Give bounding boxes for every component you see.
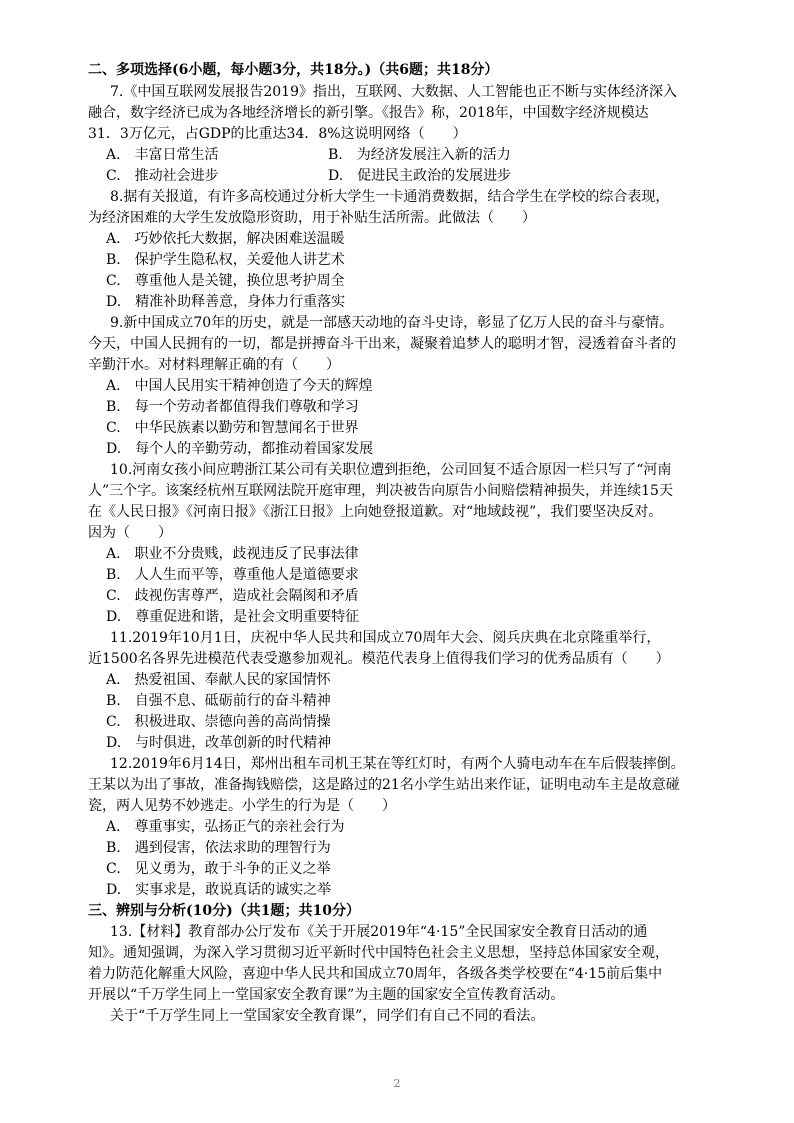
- section-heading-multiple-choice: 二、多项选择(6小题，每小题3分，共18分。)（共6题；共18分）: [88, 62, 499, 78]
- question-11-option-b: B. 自强不息、砥砺前行的奋斗精神: [106, 693, 331, 709]
- question-11-option-c: C. 积极进取、崇德向善的高尚情操: [106, 714, 331, 730]
- question-7-option-a: A. 丰富日常生活: [106, 147, 219, 163]
- question-12-option-a: A. 尊重事实，弘扬正气的亲社会行为: [106, 819, 345, 835]
- question-7-line-1: 7.《中国互联网发展报告2019》指出，互联网、大数据、人工智能也正不断与实体经济深入: [110, 84, 677, 100]
- question-13-line-3: 着力防范化解重大风险，喜迎中华人民共和国成立70周年，各级各类学校要在“4·15前后集中: [88, 966, 663, 982]
- question-8-option-c: C. 尊重他人是关键，换位思考护周全: [106, 273, 345, 289]
- question-12-option-b: B. 遇到侵害，依法求助的理智行为: [106, 840, 331, 856]
- question-10-line-4: 因为（ ）: [88, 525, 172, 541]
- question-9-option-a: A. 中国人民用实干精神创造了今天的辉煌: [106, 378, 373, 394]
- question-13-follow-up: 关于“千万学生同上一堂国家安全教育课”，同学们有自己不同的看法。: [110, 1008, 545, 1024]
- question-10-line-2: 人”三个字。该案经杭州互联网法院开庭审理，判决被告向原告小间赔偿精神损失，并连续15天: [88, 483, 673, 499]
- question-10-line-3: 在《人民日报》《河南日报》《浙江日报》上向她登报道歉。对“地域歧视”，我们要坚决反对。: [88, 504, 663, 520]
- question-11-line-1: 11.2019年10月1日，庆祝中华人民共和国成立70周年大会、阅兵庆典在北京隆重举行，: [110, 630, 661, 646]
- question-9-line-3: 辛勤汗水。对材料理解正确的有（ ）: [88, 357, 340, 373]
- question-12-line-2: 王某以为出了事故，准备掏钱赔偿，这是路过的21名小学生站出来作证，证明电动车主是故意碰: [88, 777, 680, 793]
- question-9-option-b: B. 每一个劳动者都值得我们尊敬和学习: [106, 399, 359, 415]
- question-10-line-1: 10.河南女孩小间应聘浙江某公司有关职位遭到拒绝，公司回复不适合原因一栏只写了“河南: [110, 462, 672, 478]
- question-9-line-2: 今天，中国人民拥有的一切，都是拼搏奋斗干出来，凝聚着追梦人的聪明才智，浸透着奋斗者的: [88, 336, 676, 352]
- question-13-line-4: 开展以“千万学生同上一堂国家安全教育课”为主题的国家安全宣传教育活动。: [88, 987, 565, 1003]
- question-8-line-2: 为经济困难的大学生发放隐形资助，用于补贴生活所需。此做法（ ）: [88, 210, 536, 226]
- question-7-option-b: B. 为经济发展注入新的活力: [328, 147, 511, 163]
- question-11-option-d: D. 与时俱进，改革创新的时代精神: [106, 735, 332, 751]
- question-10-option-a: A. 职业不分贵贱，歧视违反了民事法律: [106, 546, 359, 562]
- question-9-option-c: C. 中华民族素以勤劳和智慧闻名于世界: [106, 420, 359, 436]
- section-heading-analysis: 三、辨别与分析(10分)（共1题；共10分）: [88, 903, 360, 919]
- question-10-option-b: B. 人人生而平等，尊重他人是道德要求: [106, 567, 359, 583]
- question-13-line-2: 知》。通知强调，为深入学习贯彻习近平新时代中国特色社会主义思想，坚持总体国家安全观，: [88, 945, 669, 961]
- question-7-line-3: 31．3万亿元，占GDP的比重达34．8%这说明网络（ ）: [88, 126, 467, 142]
- question-12-option-c: C. 见义勇为，敢于斗争的正义之举: [106, 861, 331, 877]
- question-12-option-d: D. 实事求是，敢说真话的诚实之举: [106, 882, 332, 898]
- question-10-option-d: D. 尊重促进和谐，是社会文明重要特征: [106, 609, 360, 625]
- question-8-option-b: B. 保护学生隐私权，关爱他人讲艺术: [106, 252, 345, 268]
- question-8-line-1: 8.据有关报道，有许多高校通过分析大学生一卡通消费数据，结合学生在学校的综合表现，: [110, 189, 670, 205]
- question-7-option-c: C. 推动社会进步: [106, 168, 219, 184]
- question-11-line-2: 近1500名各界先进模范代表受邀参加观礼。模范代表身上值得我们学习的优秀品质有（ ）: [88, 651, 670, 667]
- question-8-option-d: D. 精准补助释善意，身体力行重落实: [106, 294, 346, 310]
- question-7-line-2: 融合，数字经济已成为各地经济增长的新引擎。《报告》称，2018年，中国数字经济规模达: [88, 105, 649, 121]
- page-number: 2: [393, 1077, 401, 1090]
- question-10-option-c: C. 歧视伤害尊严，造成社会隔阂和矛盾: [106, 588, 359, 604]
- question-8-option-a: A. 巧妙依托大数据，解决困难送温暖: [106, 231, 345, 247]
- question-9-line-1: 9.新中国成立70年的历史，就是一部感天动地的奋斗史诗，彰显了亿万人民的奋斗与豪情。: [110, 315, 674, 331]
- question-7-option-d: D. 促进民主政治的发展进步: [328, 168, 512, 184]
- question-11-option-a: A. 热爱祖国、奉献人民的家国情怀: [106, 672, 331, 688]
- question-9-option-d: D. 每个人的辛勤劳动，都推动着国家发展: [106, 441, 374, 457]
- question-12-line-1: 12.2019年6月14日，郑州出租车司机王某在等红灯时，有两个人骑电动车在车后假装摔倒。: [110, 756, 685, 772]
- question-12-line-3: 瓷，两人见势不妙逃走。小学生的行为是（ ）: [88, 798, 396, 814]
- question-13-line-1: 13.【材料】教育部办公厅发布《关于开展2019年“4·15”全民国家安全教育日活动的通: [110, 924, 648, 940]
